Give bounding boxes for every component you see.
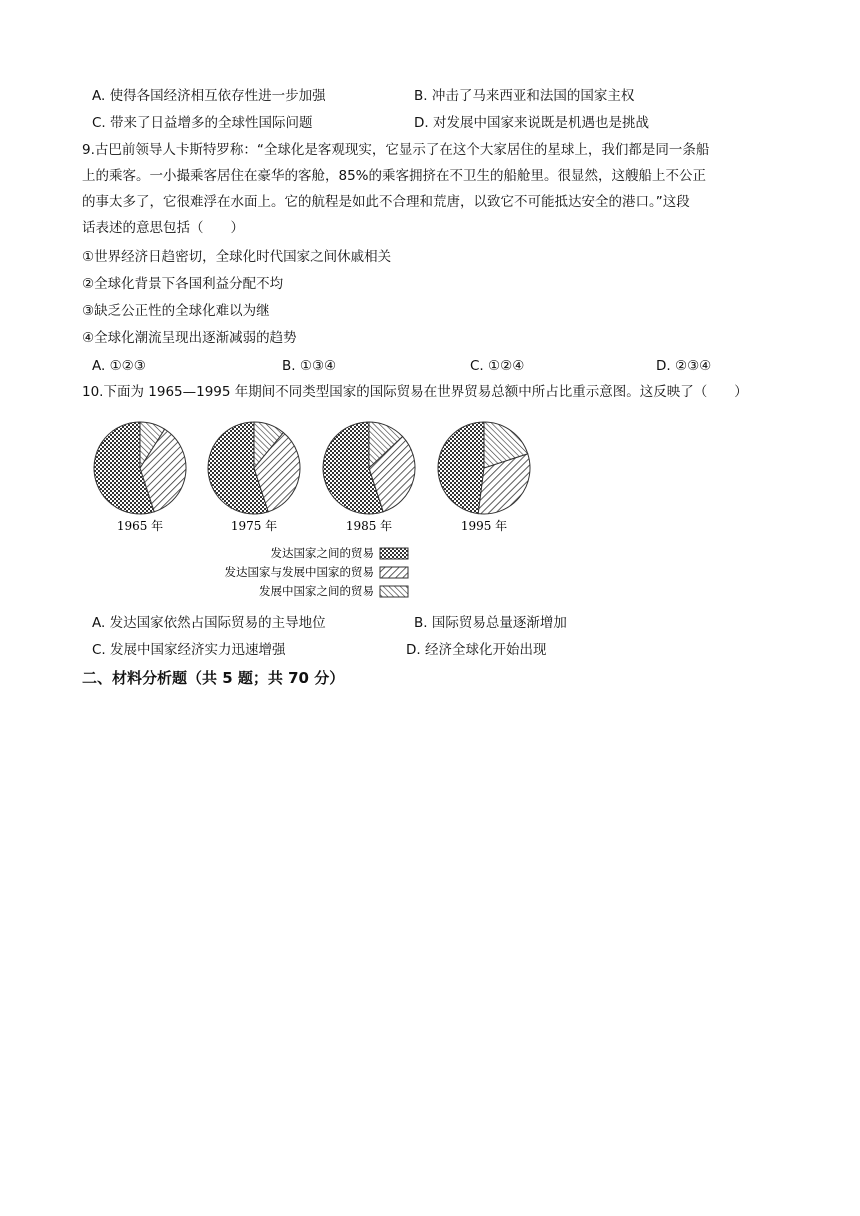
legend-label: 发达国家与发展中国家的贸易 <box>224 565 374 579</box>
legend-swatch <box>380 586 408 597</box>
q8-option-a: A. 使得各国经济相互依存性进一步加强 <box>92 88 326 104</box>
q10-option-d: D. 经济全球化开始出现 <box>406 642 547 658</box>
q9-option-a: A. ①②③ <box>92 358 146 374</box>
legend-label: 发展中国家之间的贸易 <box>259 584 374 598</box>
section2-heading: 二、材料分析题（共 5 题；共 70 分） <box>82 669 345 687</box>
q10-stem: 10.下面为 1965—1995 年期间不同类型国家的国际贸易在世界贸易总额中所占比重示意图。这反映了（ ） <box>82 384 748 400</box>
q8-option-b: B. 冲击了马来西亚和法国的国家主权 <box>414 88 635 104</box>
trade-share-pie-charts <box>82 410 552 610</box>
q9-item-4: ④全球化潮流呈现出逐渐减弱的趋势 <box>82 330 297 346</box>
legend-swatch <box>380 567 408 578</box>
q10-option-c: C. 发展中国家经济实力迅速增强 <box>92 642 286 658</box>
legend-swatch <box>380 548 408 559</box>
q9-stem-line1: 9.古巴前领导人卡斯特罗称：“全球化是客观现实，它显示了在这个大家居住的星球上，我们都是同一条船 <box>82 142 710 158</box>
q9-stem-line3: 的事太多了，它很难浮在水面上。它的航程是如此不合理和荒唐，以致它不可能抵达安全的港口。”这段 <box>82 194 690 210</box>
pie-year-label: 1975 年 <box>230 519 278 533</box>
q9-stem-line2: 上的乘客。一小撮乘客居住在豪华的客舱，85%的乘客拥挤在不卫生的船舱里。很显然，这艘船上不公正 <box>82 168 707 184</box>
pie-year-label: 1965 年 <box>116 519 164 533</box>
legend-label: 发达国家之间的贸易 <box>270 546 374 560</box>
q10-option-b: B. 国际贸易总量逐渐增加 <box>414 615 567 631</box>
q9-option-d: D. ②③④ <box>656 358 712 374</box>
q8-option-d: D. 对发展中国家来说既是机遇也是挑战 <box>414 115 649 131</box>
pie-year-label: 1995 年 <box>460 519 508 533</box>
q8-option-c: C. 带来了日益增多的全球性国际问题 <box>92 115 313 131</box>
q9-item-1: ①世界经济日趋密切，全球化时代国家之间休戚相关 <box>82 249 392 265</box>
q10-option-a: A. 发达国家依然占国际贸易的主导地位 <box>92 615 326 631</box>
q9-item-2: ②全球化背景下各国利益分配不均 <box>82 276 284 292</box>
pie-year-label: 1985 年 <box>345 519 393 533</box>
pie-slice <box>438 422 484 514</box>
q9-option-c: C. ①②④ <box>470 358 525 374</box>
q9-stem-line4: 话表述的意思包括（ ） <box>82 220 244 236</box>
q9-item-3: ③缺乏公正性的全球化难以为继 <box>82 303 270 319</box>
q9-option-b: B. ①③④ <box>282 358 337 374</box>
